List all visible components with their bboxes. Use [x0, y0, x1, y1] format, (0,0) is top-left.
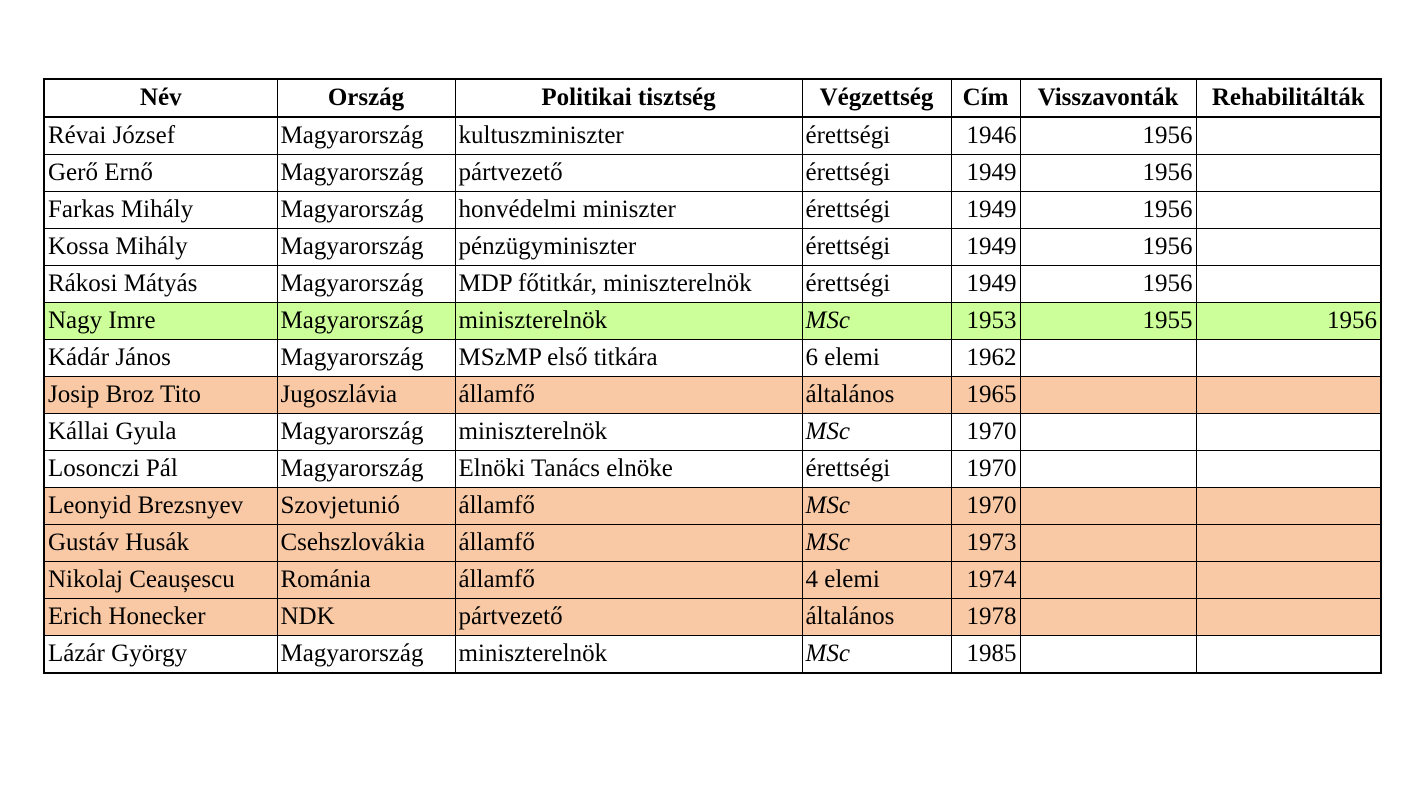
cell-revoked: 1956 — [1020, 266, 1196, 303]
cell-title-year: 1946 — [951, 117, 1020, 155]
cell-rehabilitated — [1196, 562, 1381, 599]
cell-education: MSc — [802, 488, 951, 525]
table-row — [44, 562, 1381, 599]
cell-title-year: 1949 — [951, 229, 1020, 266]
cell-position: kultuszminiszter — [455, 117, 802, 155]
cell-position: pártvezető — [455, 599, 802, 636]
cell-name: Leonyid Brezsnyev — [44, 488, 277, 525]
table-row — [44, 414, 1381, 451]
cell-name: Josip Broz Tito — [44, 377, 277, 414]
cell-rehabilitated — [1196, 229, 1381, 266]
cell-education: MSc — [802, 414, 951, 451]
header-position: Politikai tisztség — [455, 79, 802, 117]
cell-title-year: 1949 — [951, 192, 1020, 229]
cell-position: miniszterelnök — [455, 303, 802, 340]
cell-revoked — [1020, 562, 1196, 599]
cell-name: Lázár György — [44, 636, 277, 674]
cell-country: Magyarország — [277, 414, 455, 451]
cell-name: Gustáv Husák — [44, 525, 277, 562]
cell-country: Magyarország — [277, 340, 455, 377]
table-row — [44, 488, 1381, 525]
cell-revoked: 1956 — [1020, 229, 1196, 266]
cell-name: Révai József — [44, 117, 277, 155]
cell-title-year: 1978 — [951, 599, 1020, 636]
cell-country: Magyarország — [277, 636, 455, 674]
cell-revoked — [1020, 599, 1196, 636]
table-row — [44, 636, 1381, 674]
cell-name: Kádár János — [44, 340, 277, 377]
table-row — [44, 599, 1381, 636]
cell-name: Losonczi Pál — [44, 451, 277, 488]
cell-title-year: 1949 — [951, 155, 1020, 192]
cell-rehabilitated — [1196, 155, 1381, 192]
cell-title-year: 1973 — [951, 525, 1020, 562]
cell-rehabilitated — [1196, 192, 1381, 229]
cell-education: érettségi — [802, 451, 951, 488]
cell-rehabilitated — [1196, 117, 1381, 155]
cell-country: Magyarország — [277, 229, 455, 266]
cell-revoked: 1956 — [1020, 155, 1196, 192]
table-row — [44, 377, 1381, 414]
cell-position: államfő — [455, 488, 802, 525]
header-row — [44, 79, 1381, 117]
cell-country: Románia — [277, 562, 455, 599]
cell-country: Magyarország — [277, 303, 455, 340]
cell-revoked — [1020, 377, 1196, 414]
cell-revoked — [1020, 525, 1196, 562]
cell-title-year: 1985 — [951, 636, 1020, 674]
cell-rehabilitated — [1196, 599, 1381, 636]
cell-revoked: 1956 — [1020, 117, 1196, 155]
cell-revoked — [1020, 636, 1196, 674]
cell-name: Erich Honecker — [44, 599, 277, 636]
cell-title-year: 1962 — [951, 340, 1020, 377]
cell-position: miniszterelnök — [455, 414, 802, 451]
cell-rehabilitated — [1196, 525, 1381, 562]
header-education: Végzettség — [802, 79, 951, 117]
cell-education: MSc — [802, 636, 951, 674]
cell-country: Magyarország — [277, 451, 455, 488]
cell-country: Magyarország — [277, 266, 455, 303]
cell-country: Magyarország — [277, 192, 455, 229]
cell-title-year: 1949 — [951, 266, 1020, 303]
cell-position: államfő — [455, 525, 802, 562]
table-body — [44, 117, 1381, 673]
cell-position: MSzMP első titkára — [455, 340, 802, 377]
cell-education: MSc — [802, 303, 951, 340]
cell-country: Magyarország — [277, 155, 455, 192]
cell-title-year: 1970 — [951, 451, 1020, 488]
cell-rehabilitated — [1196, 340, 1381, 377]
cell-position: miniszterelnök — [455, 636, 802, 674]
cell-country: Magyarország — [277, 117, 455, 155]
header-revoked: Visszavonták — [1020, 79, 1196, 117]
cell-country: NDK — [277, 599, 455, 636]
table-row — [44, 340, 1381, 377]
cell-revoked: 1956 — [1020, 192, 1196, 229]
cell-name: Gerő Ernő — [44, 155, 277, 192]
table-row — [44, 192, 1381, 229]
cell-title-year: 1965 — [951, 377, 1020, 414]
cell-name: Kállai Gyula — [44, 414, 277, 451]
cell-title-year: 1953 — [951, 303, 1020, 340]
cell-title-year: 1970 — [951, 488, 1020, 525]
cell-education: érettségi — [802, 192, 951, 229]
cell-rehabilitated — [1196, 488, 1381, 525]
cell-position: honvédelmi miniszter — [455, 192, 802, 229]
cell-country: Szovjetunió — [277, 488, 455, 525]
cell-rehabilitated — [1196, 266, 1381, 303]
cell-revoked: 1955 — [1020, 303, 1196, 340]
cell-education: 6 elemi — [802, 340, 951, 377]
cell-country: Csehszlovákia — [277, 525, 455, 562]
cell-name: Kossa Mihály — [44, 229, 277, 266]
cell-rehabilitated — [1196, 414, 1381, 451]
cell-education: 4 elemi — [802, 562, 951, 599]
cell-position: államfő — [455, 562, 802, 599]
header-title-year: Cím — [951, 79, 1020, 117]
cell-position: államfő — [455, 377, 802, 414]
cell-education: érettségi — [802, 266, 951, 303]
cell-education: általános — [802, 377, 951, 414]
table-row — [44, 525, 1381, 562]
cell-position: pártvezető — [455, 155, 802, 192]
cell-position: pénzügyminiszter — [455, 229, 802, 266]
cell-name: Farkas Mihály — [44, 192, 277, 229]
cell-position: Elnöki Tanács elnöke — [455, 451, 802, 488]
table-row — [44, 451, 1381, 488]
header-name: Név — [44, 79, 277, 117]
cell-name: Nagy Imre — [44, 303, 277, 340]
cell-name: Nikolaj Ceaușescu — [44, 562, 277, 599]
cell-revoked — [1020, 340, 1196, 377]
cell-position: MDP főtitkár, miniszterelnök — [455, 266, 802, 303]
cell-education: érettségi — [802, 229, 951, 266]
cell-education: általános — [802, 599, 951, 636]
cell-country: Jugoszlávia — [277, 377, 455, 414]
table-row — [44, 117, 1381, 155]
header-rehabilitated: Rehabilitálták — [1196, 79, 1381, 117]
cell-revoked — [1020, 451, 1196, 488]
cell-education: MSc — [802, 525, 951, 562]
cell-education: érettségi — [802, 117, 951, 155]
table-header — [44, 79, 1381, 117]
cell-title-year: 1970 — [951, 414, 1020, 451]
cell-name: Rákosi Mátyás — [44, 266, 277, 303]
table-row — [44, 155, 1381, 192]
cell-revoked — [1020, 488, 1196, 525]
data-table — [43, 78, 1382, 674]
cell-revoked — [1020, 414, 1196, 451]
cell-rehabilitated: 1956 — [1196, 303, 1381, 340]
table-row — [44, 229, 1381, 266]
table-row — [44, 303, 1381, 340]
cell-education: érettségi — [802, 155, 951, 192]
table-row — [44, 266, 1381, 303]
cell-rehabilitated — [1196, 636, 1381, 674]
cell-rehabilitated — [1196, 377, 1381, 414]
cell-rehabilitated — [1196, 451, 1381, 488]
header-country: Ország — [277, 79, 455, 117]
cell-title-year: 1974 — [951, 562, 1020, 599]
